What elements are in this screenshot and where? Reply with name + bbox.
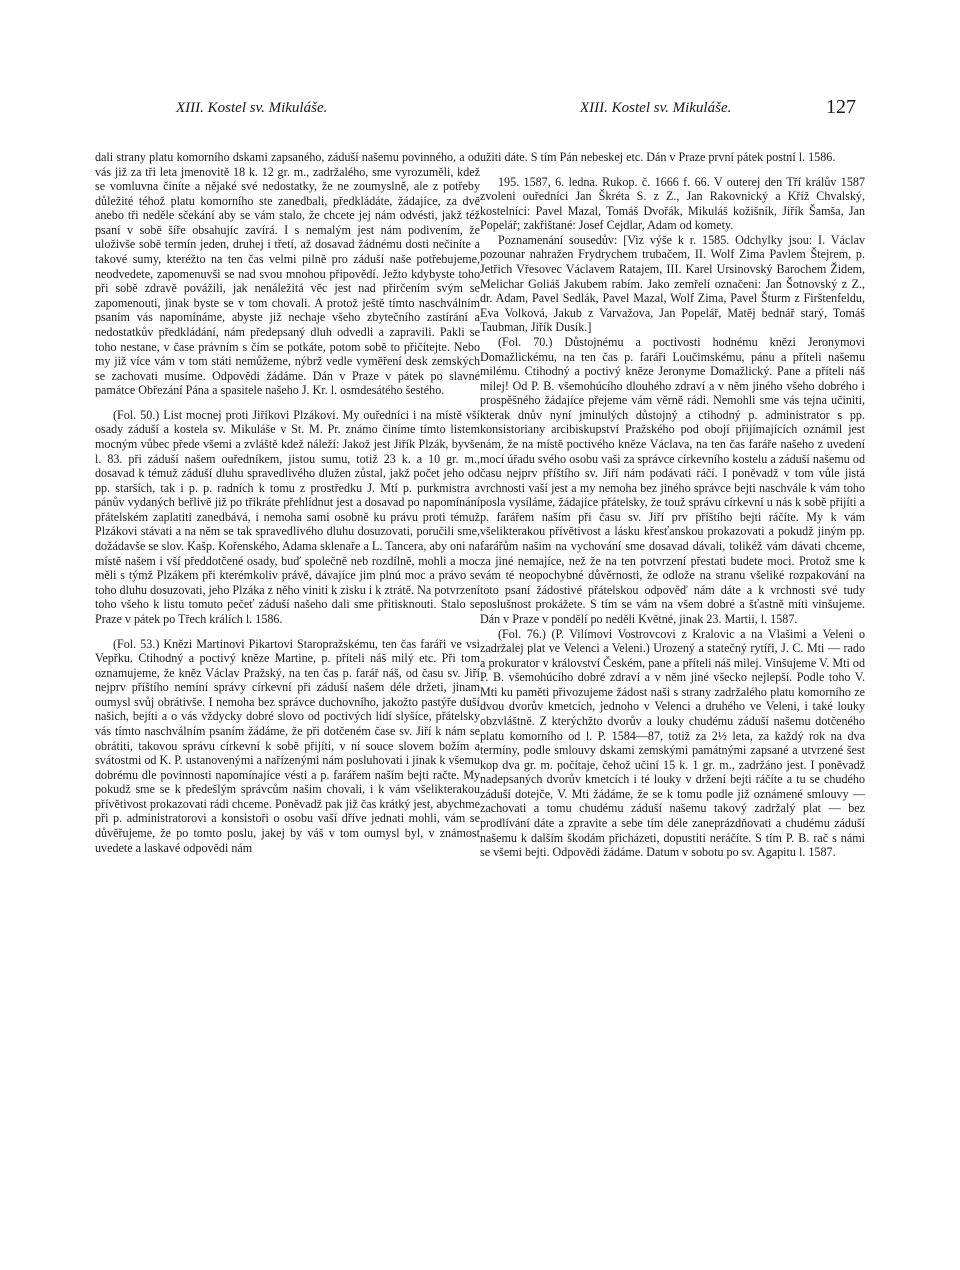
paragraph: (Fol. 76.) (P. Vilímovi Vostrovcovi z Kralovic a na Vlašimi a Veleni o zadržalej plat ve Velenci a Veleni.) Urozený a statečný rytíři, J. C. Mti — rado a prokurator v království Českém, pane a příteli náš milej. Vinšujeme V. Mti od P. B. všemohúcího dobré zdraví a v něm jiné všecko nejlepší. Podle toho V. Mti ku paměti přivozujeme žádost naši s strany zadržalého platu komorního ze dvou dvorův kmetcích, jednoho v Velenci a druhého ve Veleni, i také louky obzvláštně. Z kterýchžto dvorův a louky chudému záduší našemu dotčeného platu komorního od l. P. 1584—87, totiž za 2½ leta, za každý rok na dva termíny, podle smlouvy dskami zemskými památnými zapsané a utvrzené šest kop dva gr. m. počítaje, čehož učiní 15 k. 1 gr. m., zadržáno jest. I poněvadž nadepsaných dvorův kmetcích i té louky v držení bejti ráčíte a tu se chudého záduší dotejče, V. Mti žádáme, že se k tomu podle již oznámené smlouvy — zachovati a tomu chudému záduší našemu takový zadržalý plat — bez prodlívání dáte a zpravite a sebe tím déle zaneprázdňovati a chudému záduší našemu k dalším škodám přicházeti, dopustiti neráčíte. S tím P. B. rač s námi se všemi bejti. Odpovědi žádáme. Datum v sobotu po sv. Agapitu l. 1587.: [480, 626, 865, 860]
paragraph: (Fol. 70.) Důstojnému a poctivosti hodnému knězi Jeronymovi Domažlickému, na ten čas p. faráři Loučimskému, pánu a příteli našemu milému. Ctihodný a poctivý kněze Jeronyme Domažlický. Pane a příteli náš milej! Od P. B. všemohúcího dlouhého zdraví a v něm jiného všeho dobrého i prospěšného žádajíce přejeme vám věrně rádi. Nemohli sme vás tejna učiniti, kterak dnův nyní jminulých důstojný a ctihodný p. administrator s pp. konsistoriany arcibiskupství Pražského pod obojí přijímajících oznámil jest nám, že na místě poctivého kněze Václava, na ten čas faráře našeho z uvedení mocí úřadu svého osobu vaši za správce církevního kostelu a záduší našemu od času nejprv příštího sv. Jiří nám podávati ráčí. I poněvadž v tom vůle jistá vrchnosti vaší jest a my nemoha bez jiného správce bejti naschvále k vám toho posla vysíláme, žádajíce přátelsky, že touž správu církevní u nás k sobě přijíti a p. farářem naším při času sv. Jiří prv příštího bejti ráčíte. My k vám všelikterakou přívětivost a lásku křesťanskou prokazovati a pokudž jiným pp. farářům našim na vychování sme dosavad dávali, tolikéž vám dávati chceme, za jiné nemajíce, než že na ten potvrzení přestati budete moci. Protož sme k vám té neopochybné důvěrnosti, že odlože na stranu všeliké rozpakování na toto psaní žádostivé přátelskou odpověď nám dáte a k vrchnosti své tudy poslušnost prokážete. S tím se vám na všem dobré a šťastně míti vinšujeme. Dán v Praze v pondělí po neděli Květné, jinak 23. Martii, l. 1587.: [480, 334, 865, 626]
page-number: 127: [826, 96, 856, 118]
running-title-left: XIII. Kostel sv. Mikuláše.: [176, 100, 328, 116]
left-text-column: [95, 150, 480, 855]
paragraph: (Fol. 50.) List mocnej proti Jiříkovi Plzákovi. My ouředníci i na místě vší osady záduší a kostela sv. Mikuláše v St. M. Pr. známo činíme tímto listem mocným vůbec přede všemi a zvláště kdež náleží: Jakož jest Jiřík Plzák, byvše l. 83. při záduší našem ouředníkem, jistou sumu, totiž 23 k. a 10 gr. m., dosavad k témuž záduší dluhu spravedlivého dlužen zůstal, jakž počet jeho od pp. starších, tak i p. p. radních k tomu z prostředku J. Mtí p. purkmistra a pánův vydaných beřlivě již po třikráte přehlídnut jest a dosavad po napomínání přátelském zaplatiti zanedbává, i nemoha sami osobně ku právu proti témuž Plzákovi stávati a na něm se tak spravedlivého dluhu dosuzovati, poručili sme, dožádavše se slov. Kašp. Kořenského, Adama sklenaře a L. Tancera, aby oni na místě našem i vší předdotčené osady, buď společně neb rozdílně, mohli a moc měli s týmž Plzákem při kterémkoliv právě, dávajíce jim plnú moc a právo se toho dluhu dosuzovati, jeho Plzáka z něho viniti k zisku i k ztrátě. Na potvrzení toho všeho k listu tomuto pečeť záduší našeho dali sme přitisknouti. Stalo se Praze v pátek po Třech králích l. 1586.: [95, 407, 480, 626]
paragraph: (Fol. 53.) Knězi Martinovi Pikartovi Staropražskému, ten čas faráři ve vsi Vepřku. Ctihodný a poctivý kněze Martine, p. příteli náš milý etc. Při tom oznamujeme, že kněz Václav Pražský, na ten čas p. farář náš, od času sv. Jiří nejprv příštího nemíní správy církevní při záduší našem déle držeti, jinam oumysl svůj obrátivše. I nemoha bez správce duchovního, jakožto pastýře duší našich, bejíti a o vás vždycky dobré slovo od poctivých lidí slyšíce, přátelsky vás tímto naschválním psaním žádáme, že při dotčeném čase sv. Jiří k nám se obrátiti, takovou správu církevní k sobě přijíti, v ní souce slovem božím a svátostmi od K. P. ustanovenými a nařízenými nám posluhovati i jinak k všemu dobrému dle povinnosti napomínajíce vésti a p. farářem naším bejti račte. My pokudž sme se k předešlým správcům našim chovali, i k vám všelikterakou přívětivost prokazovati rádi chceme. Poněvadž pak již čas krátký jest, abychme při p. administratorovi a konsistoři o osobu vaší dříve jednati mohli, vám se důvěřujeme, že po tomto poslu, jakej by váš v tom oumysl byl, v známost uvedete a laskavé odpovědi nám: [95, 636, 480, 855]
running-title-right: XIII. Kostel sv. Mikuláše.: [580, 100, 732, 116]
right-text-column: [480, 150, 865, 860]
paragraph: 195. 1587, 6. ledna. Rukop. č. 1666 f. 66. V outerej den Tří králův 1587 zvoleni ouředníci Jan Škréta S. z Z., Jan Rakovnický a Kříž Chvalský, kostelníci: Pavel Mazal, Tomáš Dvořák, Mikuláš kožišník, Jiřík Šamša, Jan Popelář; zakřištané: Josef Cejdlar, Adam od komety.: [480, 174, 865, 233]
paragraph: Poznamenání sousedův: [Viz výše k r. 1585. Odchylky jsou: I. Václav pozounar nahražen Frydrychem trubačem, II. Wolf Zima Pavlem Štejrem, p. Jetřich Vřesovec Václavem Ratajem, III. Karel Ursinovský Barochem Židem, Melichar Goliáš Jakubem rabím. Jako zemřelí označeni: Jan Šotnovský z Z., dr. Adam, Pavel Sedlák, Pavel Mazal, Wolf Zima, Pavel Šturm z Firštenfeldu, Eva Volková, Jakub z Varvažova, Jan Popelář, Matěj bednář starý, Tomáš Taubman, Jiřík Dusík.]: [480, 232, 865, 335]
paragraph: užiti dáte. S tím Pán nebeskej etc. Dán v Praze první pátek postní l. 1586.: [480, 150, 836, 164]
paragraph: dali strany platu komorního dskami zapsaného, záduší našemu povinného, a od vás již za tři leta jmenovitě 18 k. 12 gr. m., zadržalého, sme vyrozuměli, kdež se vomluvna činíte a nějaké své nedostatky, že ne zoumyslně, ale z potřeby důležité téhož platu komorního ste zanedbali, předkládáte, žádajíce, za dvě anebo tři neděle sčekání aby se vám stalo, že chcete jej nám odvésti, jakž též psaní v sobě šíře obsahujíc zavírá. I s nemalým jest nám podivením, že uloživše sobě termín jeden, druhej i třetí, až dosavad žádnému dosti nečiníte a takové sumy, kteréžto na ten čas velmi pilně pro záduší naše potřebujeme, neodvedete, zapomenuvši se nad svou mnohou připovědí. Ježto kdybyste toho při sobě zdravě povážili, jak nenáležitá věc jest nad přirčením svým se zapomenouti, jinak byste se v tom chovali. A protož ještě tímto naschválním psaním vás napomínáme, abyste již nechaje všeho zbytečního zastírání a nedostatkův předkládání, nám předepsaný dluh odvedli a zapravili. Pakli se toho nestane, v čase právním s čím se potkáte, potom sobě to přičítejte. Nebo my již více vám v tom státi nemůžeme, nýbrž vedle vyměření desk zemských se zachovati musíme. Odpovědi žádáme. Dán v Praze v pátek po slavné památce Obřezání Pána a spasitele našeho J. Kr. l. osmdesátého šestého.: [95, 150, 480, 398]
running-header: [0, 96, 960, 126]
